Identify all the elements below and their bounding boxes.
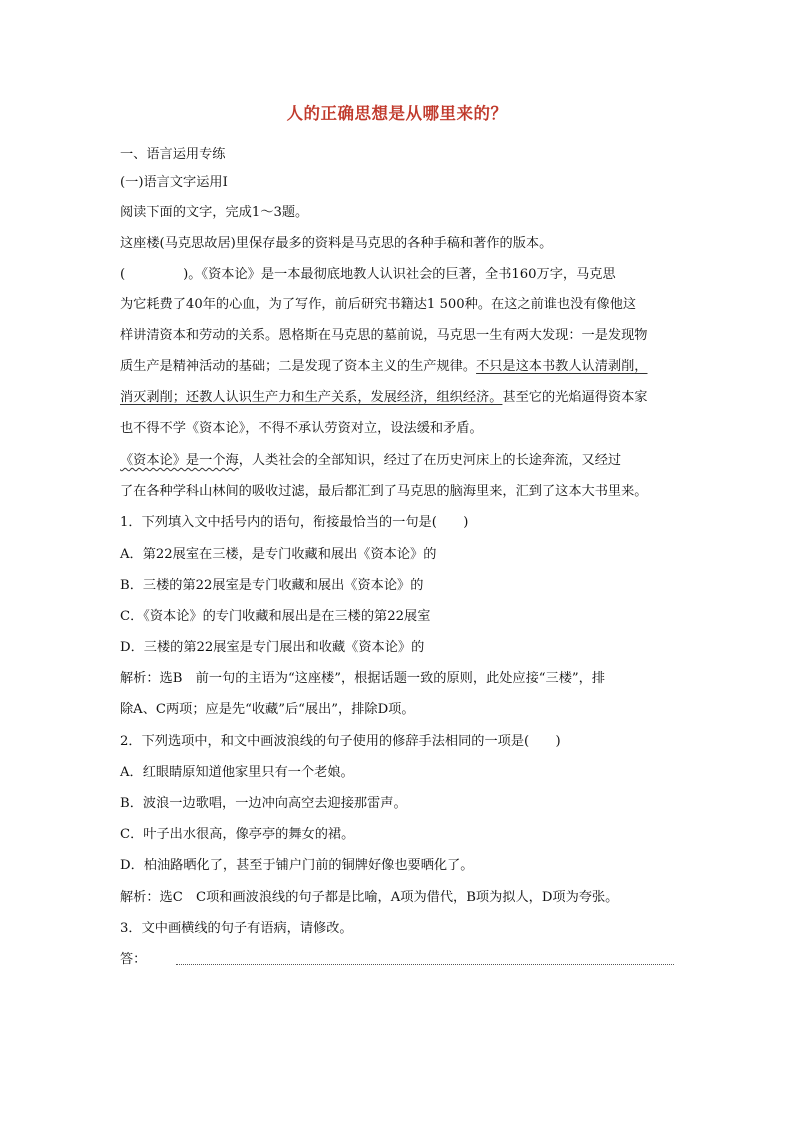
question-1-option-a: A．第22展室在三楼，是专门收藏和展出《资本论》的 — [120, 547, 437, 562]
question-2-option-d: D．柏油路晒化了，甚至于铺户门前的铜牌好像也要晒化了。 — [120, 858, 474, 873]
passage-text: 甚至它的光焰逼得资本家 — [502, 390, 648, 405]
passage-text: ，人类社会的全部知识，经过了在历史河床上的长途奔流，又经过 — [238, 453, 622, 468]
passage-paragraph-2-line-3: 样讲清资本和劳动的关系。恩格斯在马克思的墓前说，马克思一生有两大发现：一是发现物 — [120, 328, 648, 343]
passage-paragraph-2-line-2: 为它耗费了40年的心血，为了写作，前后研究书籍达1 500种。在这之前谁也没有像他这 — [120, 297, 637, 312]
passage-paragraph-1: 这座楼(马克思故居)里保存最多的资料是马克思的各种手稿和著作的版本。 — [120, 236, 553, 251]
question-1-option-b: B．三楼的第22展室是专门收藏和展出《资本论》的 — [120, 578, 424, 593]
question-3: 3．文中画横线的句子有语病，请修改。 — [120, 921, 353, 936]
question-1-analysis-line-2: 除A、C两项；应是先“收藏”后“展出”，排除D项。 — [120, 702, 415, 717]
passage-paragraph-2-line-1 — [120, 266, 616, 284]
answer-blank-line[interactable] — [176, 964, 674, 965]
passage-text: )。《资本论》是一本最彻底地教人认识社会的巨著，全书160万字，马克思 — [183, 267, 616, 282]
underlined-sentence: 不只是这本书教人认清剥削， — [476, 359, 648, 374]
question-2-option-b: B．波浪一边歌唱，一边冲向高空去迎接那雷声。 — [120, 796, 407, 811]
answer-label: 答： — [120, 952, 147, 967]
underlined-sentence: 消灭剥削；还教人认识生产力和生产关系，发展经济，组织经济。 — [120, 390, 503, 405]
passage-paragraph-3-line-1 — [120, 452, 621, 470]
question-2-option-a: A．红眼睛原知道他家里只有一个老娘。 — [120, 765, 354, 780]
reading-instruction: 阅读下面的文字，完成1～3题。 — [120, 205, 309, 220]
question-1: 1．下列填入文中括号内的语句，衔接最恰当的一句是( ) — [120, 515, 469, 530]
question-1-option-c: C．《资本论》的专门收藏和展出是在三楼的第22展室 — [120, 609, 431, 624]
question-2: 2．下列选项中，和文中画波浪线的句子使用的修辞手法相同的一项是( ) — [120, 734, 561, 749]
passage-paragraph-3-line-2: 了在各种学科山林间的吸收过滤，最后都汇到了马克思的脑海里来，汇到了这本大书里来。 — [120, 484, 648, 499]
fill-blank-open: ( — [120, 267, 126, 282]
question-1-option-d: D．三楼的第22展室是专门展出和收藏《资本论》的 — [120, 640, 425, 655]
passage-paragraph-2-line-5 — [120, 389, 648, 407]
passage-paragraph-2-line-4 — [120, 358, 648, 376]
question-2-option-c: C．叶子出水很高，像亭亭的舞女的裙。 — [120, 827, 355, 842]
wavy-underlined-sentence: 《资本论》是一个海 — [120, 453, 239, 468]
passage-paragraph-2-line-6: 也不得不学《资本论》，不得不承认劳资对立，设法缓和矛盾。 — [120, 421, 483, 436]
subsection-heading: (一)语言文字运用Ⅰ — [120, 175, 228, 190]
passage-text: 质生产是精神活动的基础；二是发现了资本主义的生产规律。 — [120, 359, 477, 374]
question-2-analysis: 解析：选C C项和画波浪线的句子都是比喻，A项为借代，B项为拟人，D项为夸张。 — [120, 890, 619, 905]
document-title: 人的正确思想是从哪里来的？ — [286, 104, 508, 123]
question-1-analysis-line-1: 解析：选B 前一句的主语为“这座楼”，根据话题一致的原则，此处应接“三楼”，排 — [120, 671, 606, 686]
section-heading: 一、语言运用专练 — [120, 147, 226, 162]
